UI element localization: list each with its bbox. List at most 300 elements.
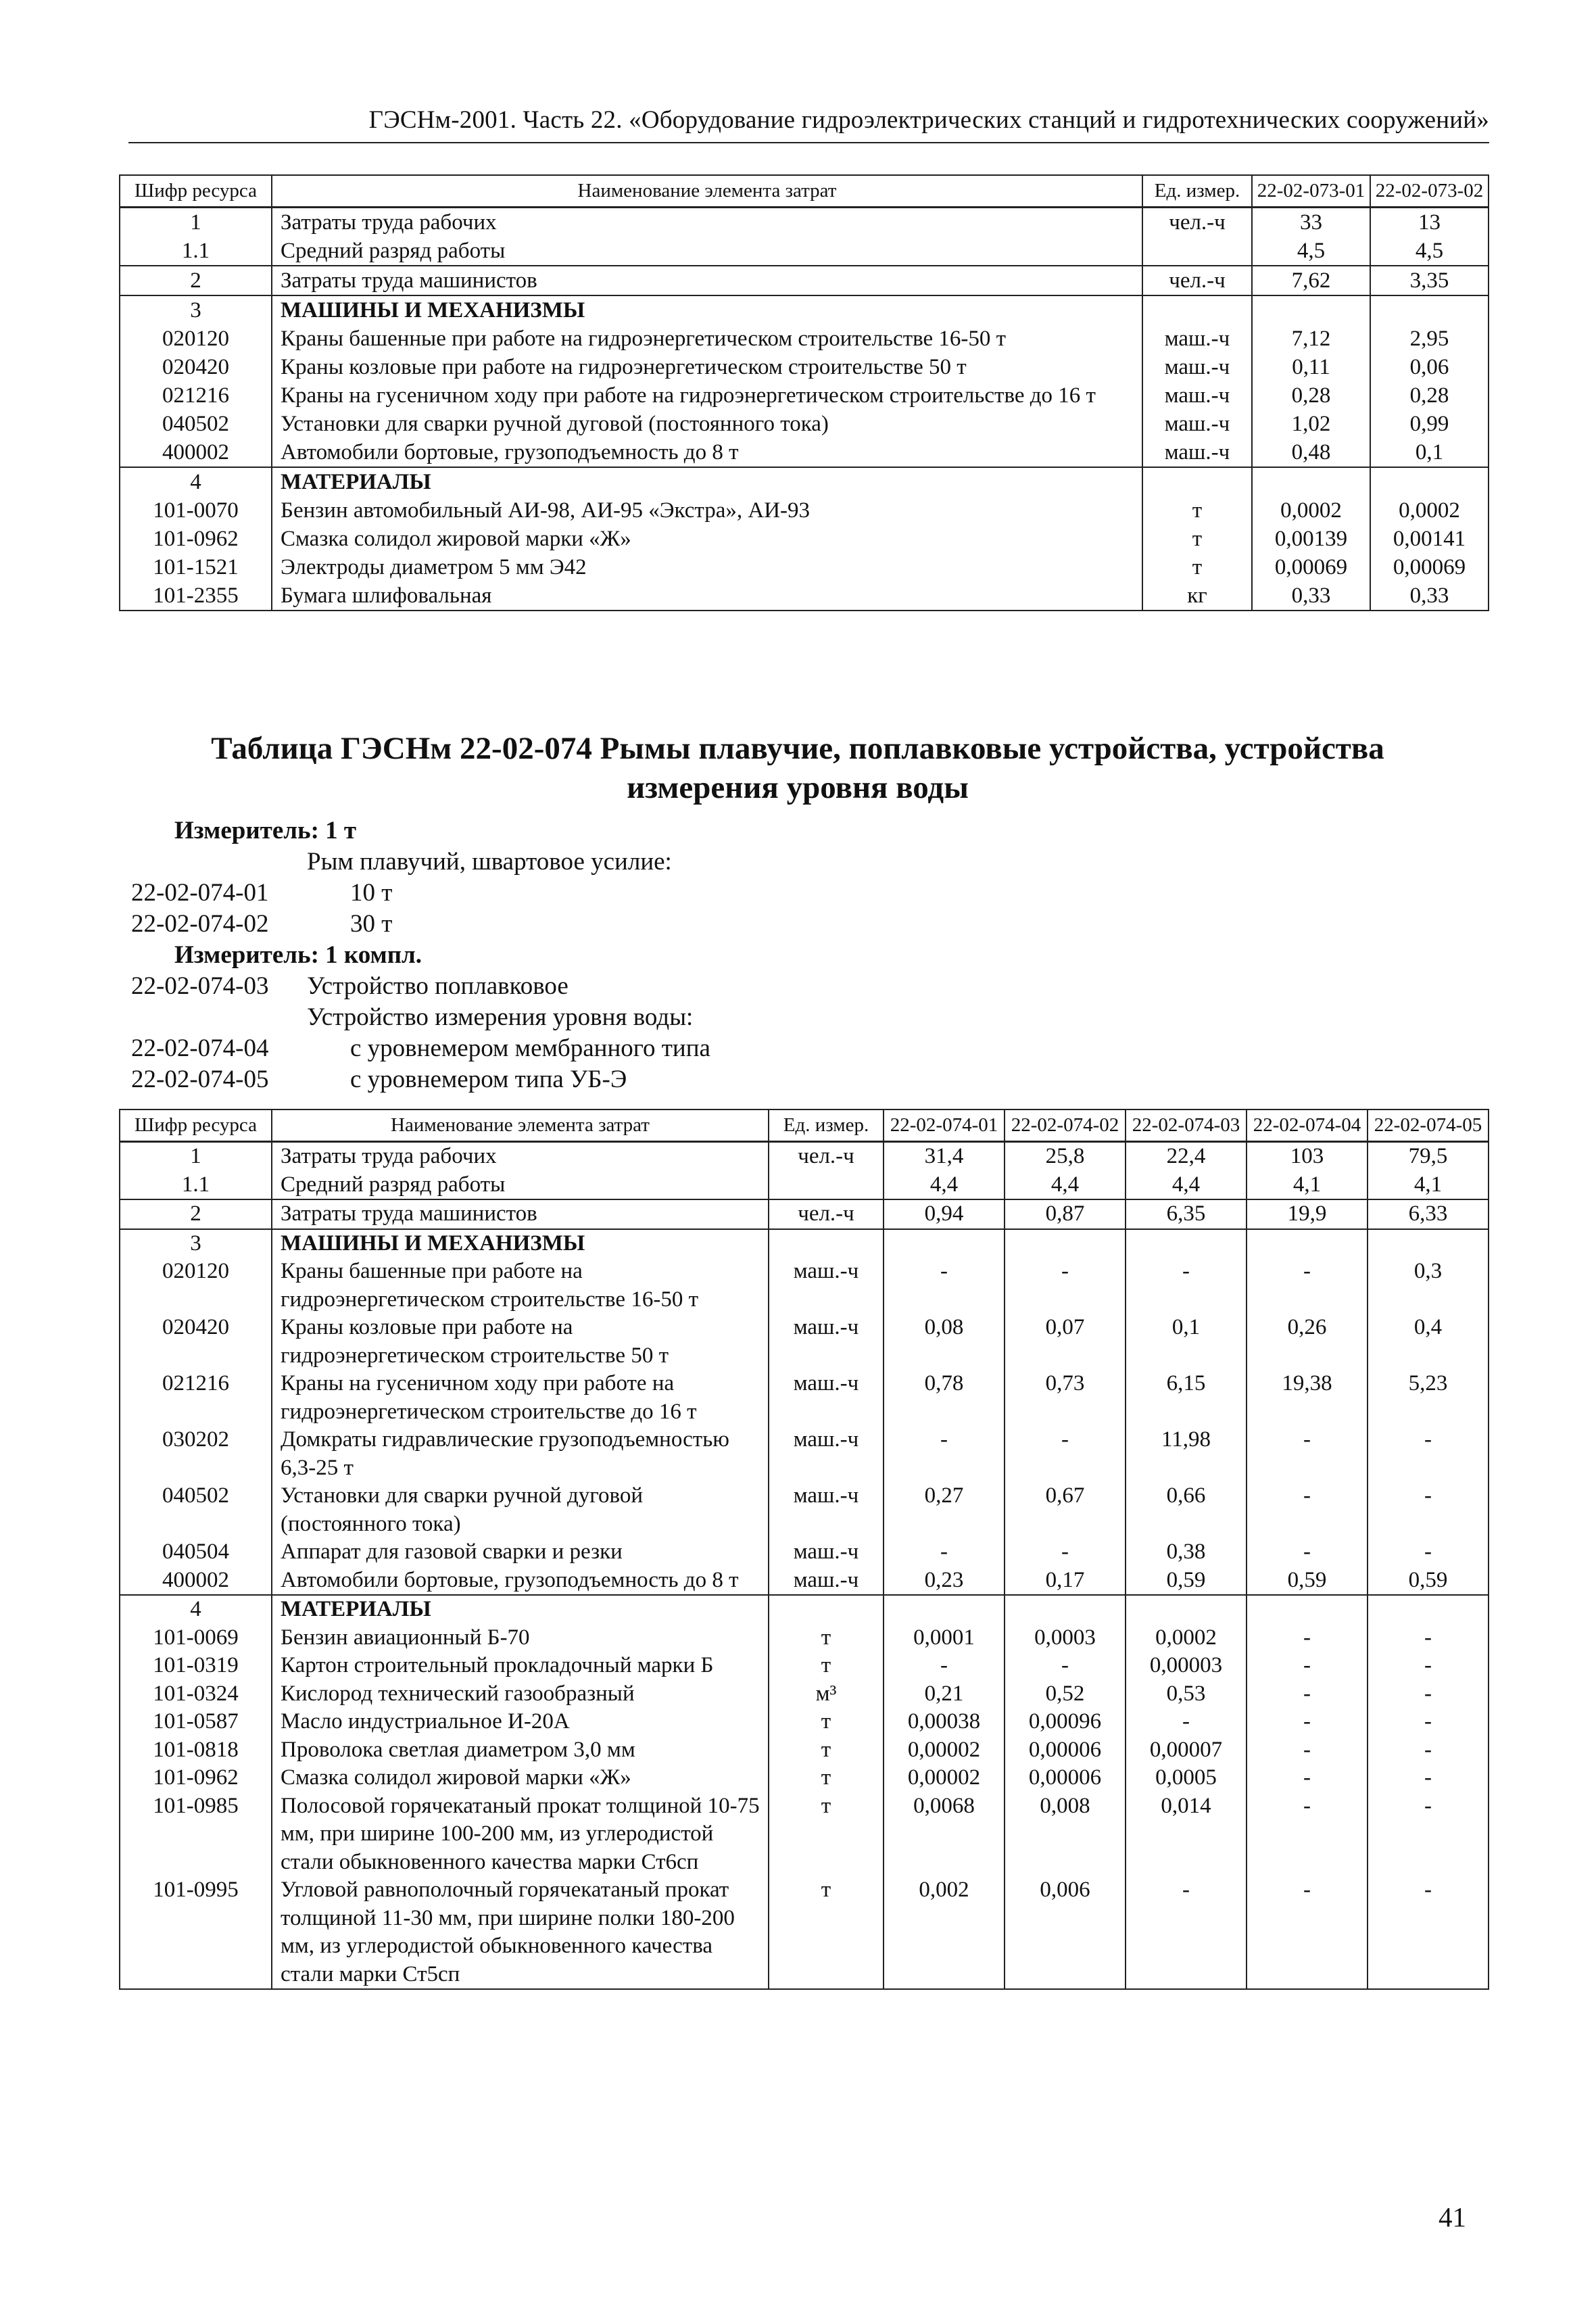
norm-text: с уровнемером типа УБ-Э xyxy=(350,1066,627,1093)
resource-code-cell: 4 xyxy=(120,1595,272,1624)
resource-code-cell: 040502 xyxy=(120,1482,272,1538)
norm-text: 10 т xyxy=(350,879,393,907)
unit-cell: т xyxy=(769,1876,884,1989)
norm-value-cell: - xyxy=(1368,1538,1489,1567)
resource-code-cell: 030202 xyxy=(120,1426,272,1482)
unit-cell: т xyxy=(769,1764,884,1792)
cost-element-cell: Затраты труда рабочих xyxy=(272,208,1142,237)
norm-value-cell xyxy=(1126,1229,1247,1258)
norm-value-cell: 0,78 xyxy=(884,1370,1005,1426)
norm-value-cell: 22,4 xyxy=(1126,1142,1247,1171)
norm-value-cell: 4,5 xyxy=(1252,237,1370,266)
col-header-unit: Ед. измер. xyxy=(1142,175,1252,208)
norm-value-cell: 11,98 xyxy=(1126,1426,1247,1482)
resource-code-cell: 1 xyxy=(120,208,272,237)
cost-element-cell: Краны башенные при работе на гидроэнергетическом строительстве 16-50 т xyxy=(272,1258,769,1314)
resource-code-cell: 020420 xyxy=(120,1314,272,1370)
norm-value-cell: - xyxy=(884,1652,1005,1680)
norm-code: 22-02-074-03 xyxy=(131,972,269,1000)
norm-value-cell: 0,00007 xyxy=(1126,1736,1247,1765)
norm-value-cell: 0,73 xyxy=(1005,1370,1126,1426)
norm-value-cell xyxy=(1252,295,1370,325)
norm-value-cell: 0,99 xyxy=(1370,410,1489,438)
norm-value-cell xyxy=(1370,467,1489,496)
table-row xyxy=(120,1764,1489,1792)
unit-cell: т xyxy=(769,1652,884,1680)
cost-element-cell: Краны на гусеничном ходу при работе на гидроэнергетическом строительстве до 16 т xyxy=(272,1370,769,1426)
norm-value-cell: - xyxy=(1368,1426,1489,1482)
col-header-norm: 22-02-074-05 xyxy=(1368,1109,1489,1142)
table-row xyxy=(120,1538,1489,1567)
cost-element-cell: Бумага шлифовальная xyxy=(272,581,1142,611)
resource-code-cell: 101-0319 xyxy=(120,1652,272,1680)
resource-code-cell: 101-0818 xyxy=(120,1736,272,1765)
cost-element-cell: Смазка солидол жировой марки «Ж» xyxy=(272,525,1142,553)
table-body xyxy=(120,1142,1489,1990)
norm-value-cell: 0,28 xyxy=(1370,381,1489,410)
norm-value-cell: 0,17 xyxy=(1005,1567,1126,1596)
unit-cell: маш.-ч xyxy=(1142,410,1252,438)
cost-element-cell: Средний разряд работы xyxy=(272,1171,769,1200)
norm-value-cell: 2,95 xyxy=(1370,325,1489,353)
norm-value-cell: 19,9 xyxy=(1247,1199,1368,1229)
norm-value-cell: 0,67 xyxy=(1005,1482,1126,1538)
unit-cell: маш.-ч xyxy=(769,1538,884,1567)
norm-value-cell: 0,00002 xyxy=(884,1764,1005,1792)
unit-cell: т xyxy=(1142,553,1252,581)
unit-cell xyxy=(769,1171,884,1200)
norm-value-cell: 0,00069 xyxy=(1370,553,1489,581)
table-row xyxy=(120,1142,1489,1171)
table-row xyxy=(120,237,1489,266)
norm-code: 22-02-074-04 xyxy=(131,1034,269,1062)
norm-value-cell: 3,35 xyxy=(1370,266,1489,295)
cost-element-cell: Электроды диаметром 5 мм Э42 xyxy=(272,553,1142,581)
table-row xyxy=(120,1370,1489,1426)
resource-code-cell: 2 xyxy=(120,1199,272,1229)
norm-value-cell: 13 xyxy=(1370,208,1489,237)
resource-code-cell: 021216 xyxy=(120,381,272,410)
table-row xyxy=(120,208,1489,237)
resource-code-cell: 101-0070 xyxy=(120,496,272,525)
norm-value-cell: - xyxy=(1005,1426,1126,1482)
norm-value-cell: 0,53 xyxy=(1126,1680,1247,1709)
cost-element-cell: Средний разряд работы xyxy=(272,237,1142,266)
norm-value-cell: 0,00139 xyxy=(1252,525,1370,553)
norm-value-cell: - xyxy=(1247,1652,1368,1680)
cost-element-cell: Бензин автомобильный АИ-98, АИ-95 «Экстра», АИ-93 xyxy=(272,496,1142,525)
col-header-norm: 22-02-073-02 xyxy=(1370,175,1489,208)
unit-cell: чел.-ч xyxy=(1142,208,1252,237)
table-row xyxy=(120,295,1489,325)
resource-code-cell: 101-0324 xyxy=(120,1680,272,1709)
cost-element-cell: Домкраты гидравлические грузоподъемностью 6,3-25 т xyxy=(272,1426,769,1482)
norm-value-cell: 31,4 xyxy=(884,1142,1005,1171)
table-title-line: Таблица ГЭСНм 22-02-074 Рымы плавучие, поплавковые устройства, устройства xyxy=(211,731,1384,766)
table-body xyxy=(120,208,1489,611)
norm-code: 22-02-074-05 xyxy=(131,1066,269,1093)
col-header-unit: Ед. измер. xyxy=(769,1109,884,1142)
norm-value-cell: 0,0005 xyxy=(1126,1764,1247,1792)
norm-value-cell: 0,0002 xyxy=(1252,496,1370,525)
table-row xyxy=(120,1624,1489,1652)
cost-element-cell: Бензин авиационный Б-70 xyxy=(272,1624,769,1652)
norm-value-cell: - xyxy=(884,1538,1005,1567)
cost-element-cell: Смазка солидол жировой марки «Ж» xyxy=(272,1764,769,1792)
resource-code-cell: 040504 xyxy=(120,1538,272,1567)
resource-code-cell: 101-0995 xyxy=(120,1876,272,1989)
norm-value-cell: 4,5 xyxy=(1370,237,1489,266)
resource-code-cell: 4 xyxy=(120,467,272,496)
norm-value-cell: - xyxy=(1126,1708,1247,1736)
norm-value-cell: 0,66 xyxy=(1126,1482,1247,1538)
norm-value-cell: 5,23 xyxy=(1368,1370,1489,1426)
col-header-code: Шифр ресурса xyxy=(120,1109,272,1142)
norm-value-cell: 0,00141 xyxy=(1370,525,1489,553)
table-row xyxy=(120,1229,1489,1258)
norm-value-cell: - xyxy=(1005,1258,1126,1314)
norm-value-cell: 0,52 xyxy=(1005,1680,1126,1709)
norm-value-cell: 6,15 xyxy=(1126,1370,1247,1426)
norm-value-cell: 0,00006 xyxy=(1005,1764,1126,1792)
unit-cell: маш.-ч xyxy=(769,1370,884,1426)
norm-value-cell: 0,0003 xyxy=(1005,1624,1126,1652)
cost-element-cell: Автомобили бортовые, грузоподъемность до 8 т xyxy=(272,1567,769,1596)
norm-value-cell xyxy=(884,1229,1005,1258)
cost-element-cell: Краны на гусеничном ходу при работе на гидроэнергетическом строительстве до 16 т xyxy=(272,381,1142,410)
norm-value-cell: 0,59 xyxy=(1368,1567,1489,1596)
table-row xyxy=(120,438,1489,467)
unit-cell xyxy=(1142,237,1252,266)
norm-value-cell: 0,002 xyxy=(884,1876,1005,1989)
norm-value-cell: 0,23 xyxy=(884,1567,1005,1596)
unit-cell: т xyxy=(769,1736,884,1765)
resource-code-cell: 400002 xyxy=(120,438,272,467)
resource-code-cell: 020420 xyxy=(120,353,272,381)
norm-text: с уровнемером мембранного типа xyxy=(350,1034,710,1062)
norm-value-cell: - xyxy=(1247,1426,1368,1482)
norm-value-cell: 0,26 xyxy=(1247,1314,1368,1370)
col-header-norm: 22-02-074-02 xyxy=(1005,1109,1126,1142)
norm-value-cell: 0,28 xyxy=(1252,381,1370,410)
table-row xyxy=(120,1595,1489,1624)
resource-code-cell: 1.1 xyxy=(120,1171,272,1200)
norm-value-cell: - xyxy=(1247,1708,1368,1736)
col-header-norm: 22-02-073-01 xyxy=(1252,175,1370,208)
norm-value-cell: 0,08 xyxy=(884,1314,1005,1370)
table-row xyxy=(120,553,1489,581)
norm-value-cell xyxy=(1368,1229,1489,1258)
cost-element-cell: Затраты труда машинистов xyxy=(272,266,1142,295)
table-row xyxy=(120,410,1489,438)
norm-value-cell: 0,33 xyxy=(1252,581,1370,611)
norm-value-cell xyxy=(1247,1229,1368,1258)
norm-value-cell xyxy=(1126,1595,1247,1624)
cost-element-cell: Картон строительный прокладочный марки Б xyxy=(272,1652,769,1680)
resource-code-cell: 020120 xyxy=(120,325,272,353)
table-row xyxy=(120,1680,1489,1709)
unit-cell: маш.-ч xyxy=(1142,438,1252,467)
norm-value-cell: - xyxy=(1368,1736,1489,1765)
unit-cell: маш.-ч xyxy=(1142,381,1252,410)
table-row xyxy=(120,1314,1489,1370)
norm-value-cell: - xyxy=(1368,1876,1489,1989)
table-row xyxy=(120,1426,1489,1482)
norm-value-cell: 0,38 xyxy=(1126,1538,1247,1567)
unit-cell xyxy=(1142,295,1252,325)
norm-value-cell: 4,4 xyxy=(884,1171,1005,1200)
unit-cell: маш.-ч xyxy=(769,1314,884,1370)
resource-code-cell: 1.1 xyxy=(120,237,272,266)
unit-cell: т xyxy=(769,1708,884,1736)
norm-value-cell: - xyxy=(1368,1652,1489,1680)
unit-cell: т xyxy=(769,1624,884,1652)
unit-cell: т xyxy=(1142,496,1252,525)
norm-value-cell: 0,21 xyxy=(884,1680,1005,1709)
resource-code-cell: 101-2355 xyxy=(120,581,272,611)
cost-element-cell: Масло индустриальное И-20А xyxy=(272,1708,769,1736)
col-header-name: Наименование элемента затрат xyxy=(272,175,1142,208)
table-row xyxy=(120,1482,1489,1538)
norm-value-cell: - xyxy=(1247,1258,1368,1314)
norm-code: 22-02-074-02 xyxy=(131,910,269,938)
norm-value-cell: 0,94 xyxy=(884,1199,1005,1229)
unit-cell: чел.-ч xyxy=(769,1199,884,1229)
cost-element-cell: МАШИНЫ И МЕХАНИЗМЫ xyxy=(272,1229,769,1258)
cost-element-cell: МАШИНЫ И МЕХАНИЗМЫ xyxy=(272,295,1142,325)
resource-code-cell: 400002 xyxy=(120,1567,272,1596)
resource-code-cell: 101-0962 xyxy=(120,1764,272,1792)
norm-value-cell xyxy=(884,1595,1005,1624)
norm-value-cell: - xyxy=(1126,1258,1247,1314)
norm-value-cell: 0,11 xyxy=(1252,353,1370,381)
norm-value-cell: 103 xyxy=(1247,1142,1368,1171)
norm-value-cell: - xyxy=(1368,1764,1489,1792)
table-row xyxy=(120,1736,1489,1765)
norm-value-cell: 0,008 xyxy=(1005,1792,1126,1877)
page-number: 41 xyxy=(1438,2201,1466,2233)
table-header-row xyxy=(120,1109,1489,1142)
unit-cell: маш.-ч xyxy=(1142,353,1252,381)
resource-code-cell: 040502 xyxy=(120,410,272,438)
cost-element-cell: МАТЕРИАЛЫ xyxy=(272,467,1142,496)
measure-unit-label: Измеритель: 1 компл. xyxy=(174,941,422,969)
resource-code-cell: 021216 xyxy=(120,1370,272,1426)
table-row xyxy=(120,525,1489,553)
unit-cell: маш.-ч xyxy=(769,1426,884,1482)
table-row xyxy=(120,467,1489,496)
measure-description: Рым плавучий, швартовое усилие: xyxy=(307,848,672,876)
unit-cell xyxy=(1142,467,1252,496)
norm-value-cell: 0,48 xyxy=(1252,438,1370,467)
table-row xyxy=(120,266,1489,295)
table-title-line: измерения уровня воды xyxy=(627,770,969,805)
norm-value-cell xyxy=(1247,1595,1368,1624)
resource-code-cell: 2 xyxy=(120,266,272,295)
unit-cell: маш.-ч xyxy=(769,1258,884,1314)
cost-element-cell: МАТЕРИАЛЫ xyxy=(272,1595,769,1624)
table-row xyxy=(120,1258,1489,1314)
norm-text: 30 т xyxy=(350,910,393,938)
unit-cell: т xyxy=(769,1792,884,1877)
norms-table-073 xyxy=(119,174,1489,611)
resource-code-cell: 101-0962 xyxy=(120,525,272,553)
col-header-norm: 22-02-074-01 xyxy=(884,1109,1005,1142)
norm-value-cell: 0,1 xyxy=(1126,1314,1247,1370)
norm-value-cell: 0,4 xyxy=(1368,1314,1489,1370)
measure-unit-label: Измеритель: 1 т xyxy=(174,817,357,844)
unit-cell: м³ xyxy=(769,1680,884,1709)
unit-cell: чел.-ч xyxy=(769,1142,884,1171)
table-row xyxy=(120,1876,1489,1989)
cost-element-cell: Краны козловые при работе на гидроэнергетическом строительстве 50 т xyxy=(272,1314,769,1370)
table-row xyxy=(120,1652,1489,1680)
norm-value-cell: 0,0001 xyxy=(884,1624,1005,1652)
table-row xyxy=(120,353,1489,381)
col-header-norm: 22-02-074-04 xyxy=(1247,1109,1368,1142)
measure-description: Устройство измерения уровня воды: xyxy=(307,1003,694,1031)
norm-value-cell: 0,0002 xyxy=(1126,1624,1247,1652)
norm-value-cell: - xyxy=(1005,1652,1126,1680)
resource-code-cell: 3 xyxy=(120,1229,272,1258)
norm-value-cell: 0,0068 xyxy=(884,1792,1005,1877)
norm-value-cell: 0,1 xyxy=(1370,438,1489,467)
unit-cell: чел.-ч xyxy=(1142,266,1252,295)
norm-value-cell: 0,00003 xyxy=(1126,1652,1247,1680)
norm-value-cell: 4,4 xyxy=(1005,1171,1126,1200)
unit-cell xyxy=(769,1229,884,1258)
table-title xyxy=(101,729,1494,807)
norm-value-cell: - xyxy=(1247,1538,1368,1567)
col-header-code: Шифр ресурса xyxy=(120,175,272,208)
norm-value-cell: 0,07 xyxy=(1005,1314,1126,1370)
header-rule xyxy=(128,142,1489,143)
norm-value-cell: 0,00096 xyxy=(1005,1708,1126,1736)
resource-code-cell: 020120 xyxy=(120,1258,272,1314)
norm-code: 22-02-074-01 xyxy=(131,879,269,907)
table-row xyxy=(120,1792,1489,1877)
norm-value-cell: 0,27 xyxy=(884,1482,1005,1538)
norm-text: Устройство поплавковое xyxy=(307,972,569,1000)
resource-code-cell: 1 xyxy=(120,1142,272,1171)
norm-value-cell: - xyxy=(1247,1764,1368,1792)
norm-value-cell: 7,62 xyxy=(1252,266,1370,295)
cost-element-cell: Затраты труда рабочих xyxy=(272,1142,769,1171)
table-row xyxy=(120,581,1489,611)
norm-value-cell: - xyxy=(1247,1876,1368,1989)
norm-value-cell: - xyxy=(1368,1624,1489,1652)
norm-value-cell: 0,014 xyxy=(1126,1792,1247,1877)
norm-value-cell: 25,8 xyxy=(1005,1142,1126,1171)
table-row xyxy=(120,1171,1489,1200)
norms-table-074 xyxy=(119,1109,1489,1990)
unit-cell: маш.-ч xyxy=(1142,325,1252,353)
cost-element-cell: Полосовой горячекатаный прокат толщиной 10-75 мм, при ширине 100-200 мм, из углеродистой стали обыкновенного качества марки Ст6сп xyxy=(272,1792,769,1877)
running-header: ГЭСНм-2001. Часть 22. «Оборудование гидроэлектрических станций и гидротехнических сооружений» xyxy=(368,106,1489,134)
norm-value-cell: 0,006 xyxy=(1005,1876,1126,1989)
norm-value-cell: 0,0002 xyxy=(1370,496,1489,525)
norm-value-cell: - xyxy=(1247,1624,1368,1652)
norm-value-cell: 7,12 xyxy=(1252,325,1370,353)
norm-value-cell xyxy=(1370,295,1489,325)
cost-element-cell: Угловой равнополочный горячекатаный прокат толщиной 11-30 мм, при ширине полки 180-200 мм, из углеродистой обыкновенного качества стали марки Ст5сп xyxy=(272,1876,769,1989)
norm-value-cell: - xyxy=(1247,1482,1368,1538)
norm-value-cell: 0,59 xyxy=(1126,1567,1247,1596)
unit-cell xyxy=(769,1595,884,1624)
cost-element-cell: Затраты труда машинистов xyxy=(272,1199,769,1229)
resource-code-cell: 3 xyxy=(120,295,272,325)
cost-element-cell: Краны козловые при работе на гидроэнергетическом строительстве 50 т xyxy=(272,353,1142,381)
norm-value-cell: - xyxy=(1247,1792,1368,1877)
unit-cell: маш.-ч xyxy=(769,1567,884,1596)
norm-value-cell: - xyxy=(1126,1876,1247,1989)
cost-element-cell: Установки для сварки ручной дуговой (постоянного тока) xyxy=(272,1482,769,1538)
norm-value-cell: 1,02 xyxy=(1252,410,1370,438)
norm-value-cell: 4,1 xyxy=(1247,1171,1368,1200)
resource-code-cell: 101-0985 xyxy=(120,1792,272,1877)
norm-value-cell: 0,3 xyxy=(1368,1258,1489,1314)
cost-element-cell: Аппарат для газовой сварки и резки xyxy=(272,1538,769,1567)
table-header-row xyxy=(120,175,1489,208)
cost-element-cell: Кислород технический газообразный xyxy=(272,1680,769,1709)
resource-code-cell: 101-1521 xyxy=(120,553,272,581)
table-row xyxy=(120,381,1489,410)
norm-value-cell: 79,5 xyxy=(1368,1142,1489,1171)
norm-value-cell: - xyxy=(1368,1792,1489,1877)
norm-value-cell xyxy=(1005,1229,1126,1258)
resource-code-cell: 101-0069 xyxy=(120,1624,272,1652)
unit-cell: маш.-ч xyxy=(769,1482,884,1538)
norm-value-cell: 4,1 xyxy=(1368,1171,1489,1200)
norm-value-cell: - xyxy=(884,1426,1005,1482)
norm-value-cell: - xyxy=(1247,1680,1368,1709)
table-row xyxy=(120,496,1489,525)
norm-value-cell: 0,87 xyxy=(1005,1199,1126,1229)
norm-value-cell: 0,00069 xyxy=(1252,553,1370,581)
unit-cell: т xyxy=(1142,525,1252,553)
unit-cell: кг xyxy=(1142,581,1252,611)
norm-value-cell: 4,4 xyxy=(1126,1171,1247,1200)
col-header-name: Наименование элемента затрат xyxy=(272,1109,769,1142)
norm-value-cell: - xyxy=(1247,1736,1368,1765)
norm-value-cell: - xyxy=(1005,1538,1126,1567)
resource-code-cell: 101-0587 xyxy=(120,1708,272,1736)
table-row xyxy=(120,1708,1489,1736)
table-row xyxy=(120,325,1489,353)
norm-value-cell: - xyxy=(1368,1680,1489,1709)
norm-value-cell: 0,00038 xyxy=(884,1708,1005,1736)
table-row xyxy=(120,1199,1489,1229)
norm-value-cell xyxy=(1252,467,1370,496)
norm-value-cell: 0,00006 xyxy=(1005,1736,1126,1765)
norm-value-cell: - xyxy=(1368,1708,1489,1736)
norm-value-cell: 0,33 xyxy=(1370,581,1489,611)
cost-element-cell: Краны башенные при работе на гидроэнергетическом строительстве 16-50 т xyxy=(272,325,1142,353)
norm-value-cell: 0,00002 xyxy=(884,1736,1005,1765)
norm-value-cell: 33 xyxy=(1252,208,1370,237)
norm-value-cell: 6,33 xyxy=(1368,1199,1489,1229)
norm-value-cell: 6,35 xyxy=(1126,1199,1247,1229)
norm-value-cell: 0,59 xyxy=(1247,1567,1368,1596)
norm-value-cell: - xyxy=(884,1258,1005,1314)
norm-value-cell xyxy=(1368,1595,1489,1624)
cost-element-cell: Проволока светлая диаметром 3,0 мм xyxy=(272,1736,769,1765)
col-header-norm: 22-02-074-03 xyxy=(1126,1109,1247,1142)
cost-element-cell: Установки для сварки ручной дуговой (постоянного тока) xyxy=(272,410,1142,438)
table-row xyxy=(120,1567,1489,1596)
norm-value-cell xyxy=(1005,1595,1126,1624)
cost-element-cell: Автомобили бортовые, грузоподъемность до 8 т xyxy=(272,438,1142,467)
